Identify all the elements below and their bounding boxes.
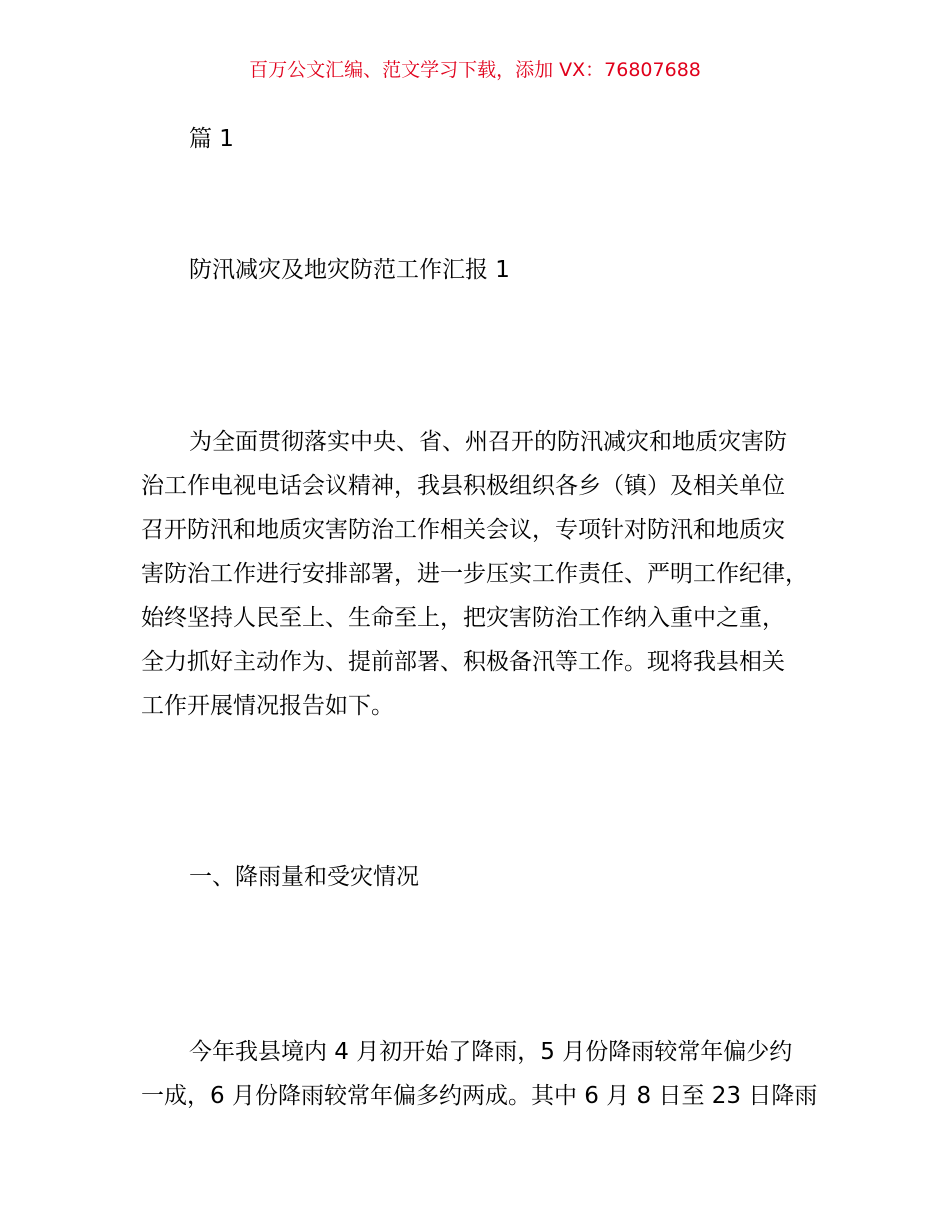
paragraph-line: 全力抓好主动作为、提前部署、积极备汛等工作。现将我县相关 <box>141 649 785 675</box>
paragraph-line: 工作开展情况报告如下。 <box>141 693 394 719</box>
paragraph-line: 召开防汛和地质灾害防治工作相关会议，专项针对防汛和地质灾 <box>141 517 785 543</box>
section-label: 篇 1 <box>189 126 234 152</box>
document-title: 防汛减灾及地灾防范工作汇报 1 <box>189 257 510 283</box>
paragraph-line: 今年我县境内 4 月初开始了降雨，5 月份降雨较常年偏少约 <box>189 1039 793 1065</box>
header-banner: 百万公文汇编、范文学习下载，添加 VX：76807688 <box>249 59 701 81</box>
paragraph-line: 治工作电视电话会议精神，我县积极组织各乡（镇）及相关单位 <box>141 473 785 499</box>
paragraph-line: 始终坚持人民至上、生命至上，把灾害防治工作纳入重中之重， <box>141 605 785 631</box>
section-heading: 一、降雨量和受灾情况 <box>189 864 419 890</box>
paragraph-line: 害防治工作进行安排部署，进一步压实工作责任、严明工作纪律， <box>141 561 808 587</box>
paragraph-line: 为全面贯彻落实中央、省、州召开的防汛减灾和地质灾害防 <box>189 429 787 455</box>
paragraph-line: 一成，6 月份降雨较常年偏多约两成。其中 6 月 8 日至 23 日降雨 <box>141 1083 818 1109</box>
